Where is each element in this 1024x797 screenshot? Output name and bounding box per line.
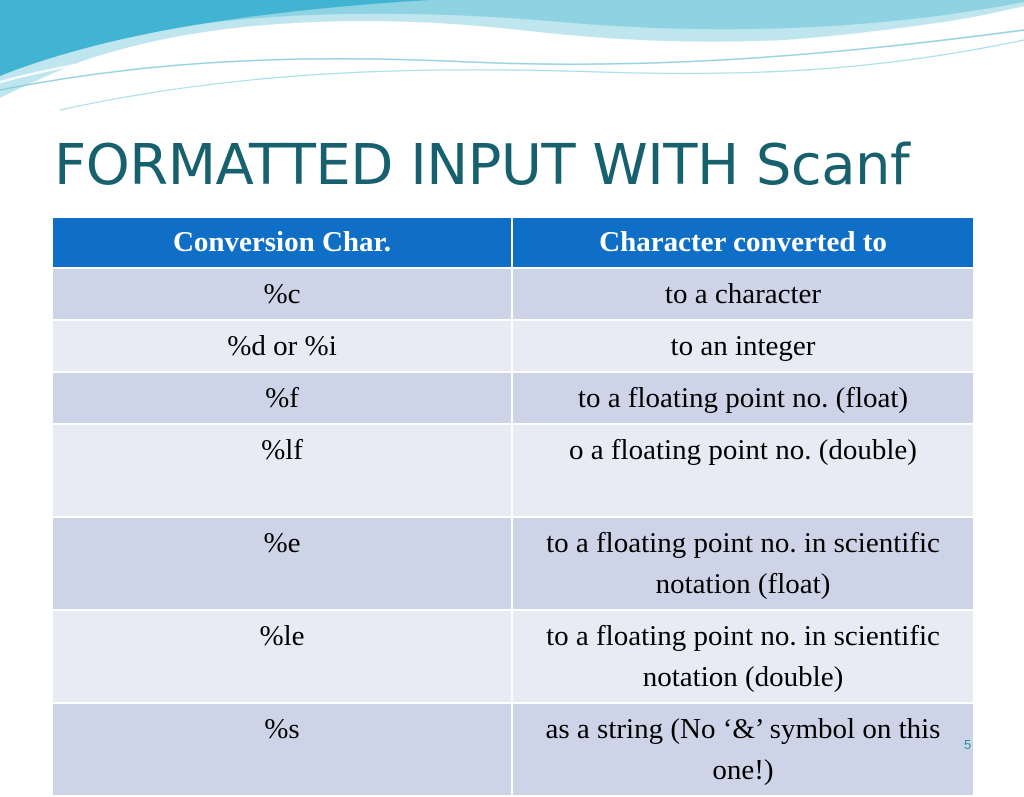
converted-to-cell: to a character: [512, 268, 974, 320]
converted-to-cell: to a floating point no. (float): [512, 372, 974, 424]
table-row: [52, 610, 974, 703]
converted-to-cell: as a string (No ‘&’ symbol on this one!): [512, 703, 974, 796]
conversion-char-cell: %d or %i: [52, 320, 512, 372]
conversion-char-cell: %c: [52, 268, 512, 320]
header-conversion-char: Conversion Char.: [52, 217, 512, 268]
slide-page-number: 5: [964, 737, 972, 752]
table-row: [52, 268, 974, 320]
converted-to-cell: to an integer: [512, 320, 974, 372]
header-character-converted-to: Character converted to: [512, 217, 974, 268]
conversion-char-cell: %s: [52, 703, 512, 796]
table-row: [52, 320, 974, 372]
converted-to-cell: o a floating point no. (double): [512, 424, 974, 517]
table-header-row: [52, 217, 974, 268]
table-row: [52, 424, 974, 517]
table-row: [52, 372, 974, 424]
conversion-table: [51, 216, 975, 797]
table-row: [52, 703, 974, 796]
converted-to-cell: to a floating point no. in scientific notation (float): [512, 517, 974, 610]
table-row: [52, 517, 974, 610]
conversion-char-cell: %e: [52, 517, 512, 610]
conversion-char-cell: %le: [52, 610, 512, 703]
slide-title: FORMATTED INPUT WITH Scanf: [54, 133, 910, 198]
converted-to-cell: to a floating point no. in scientific notation (double): [512, 610, 974, 703]
conversion-char-cell: %f: [52, 372, 512, 424]
conversion-char-cell: %lf: [52, 424, 512, 517]
decorative-wave-banner: [0, 0, 1024, 120]
